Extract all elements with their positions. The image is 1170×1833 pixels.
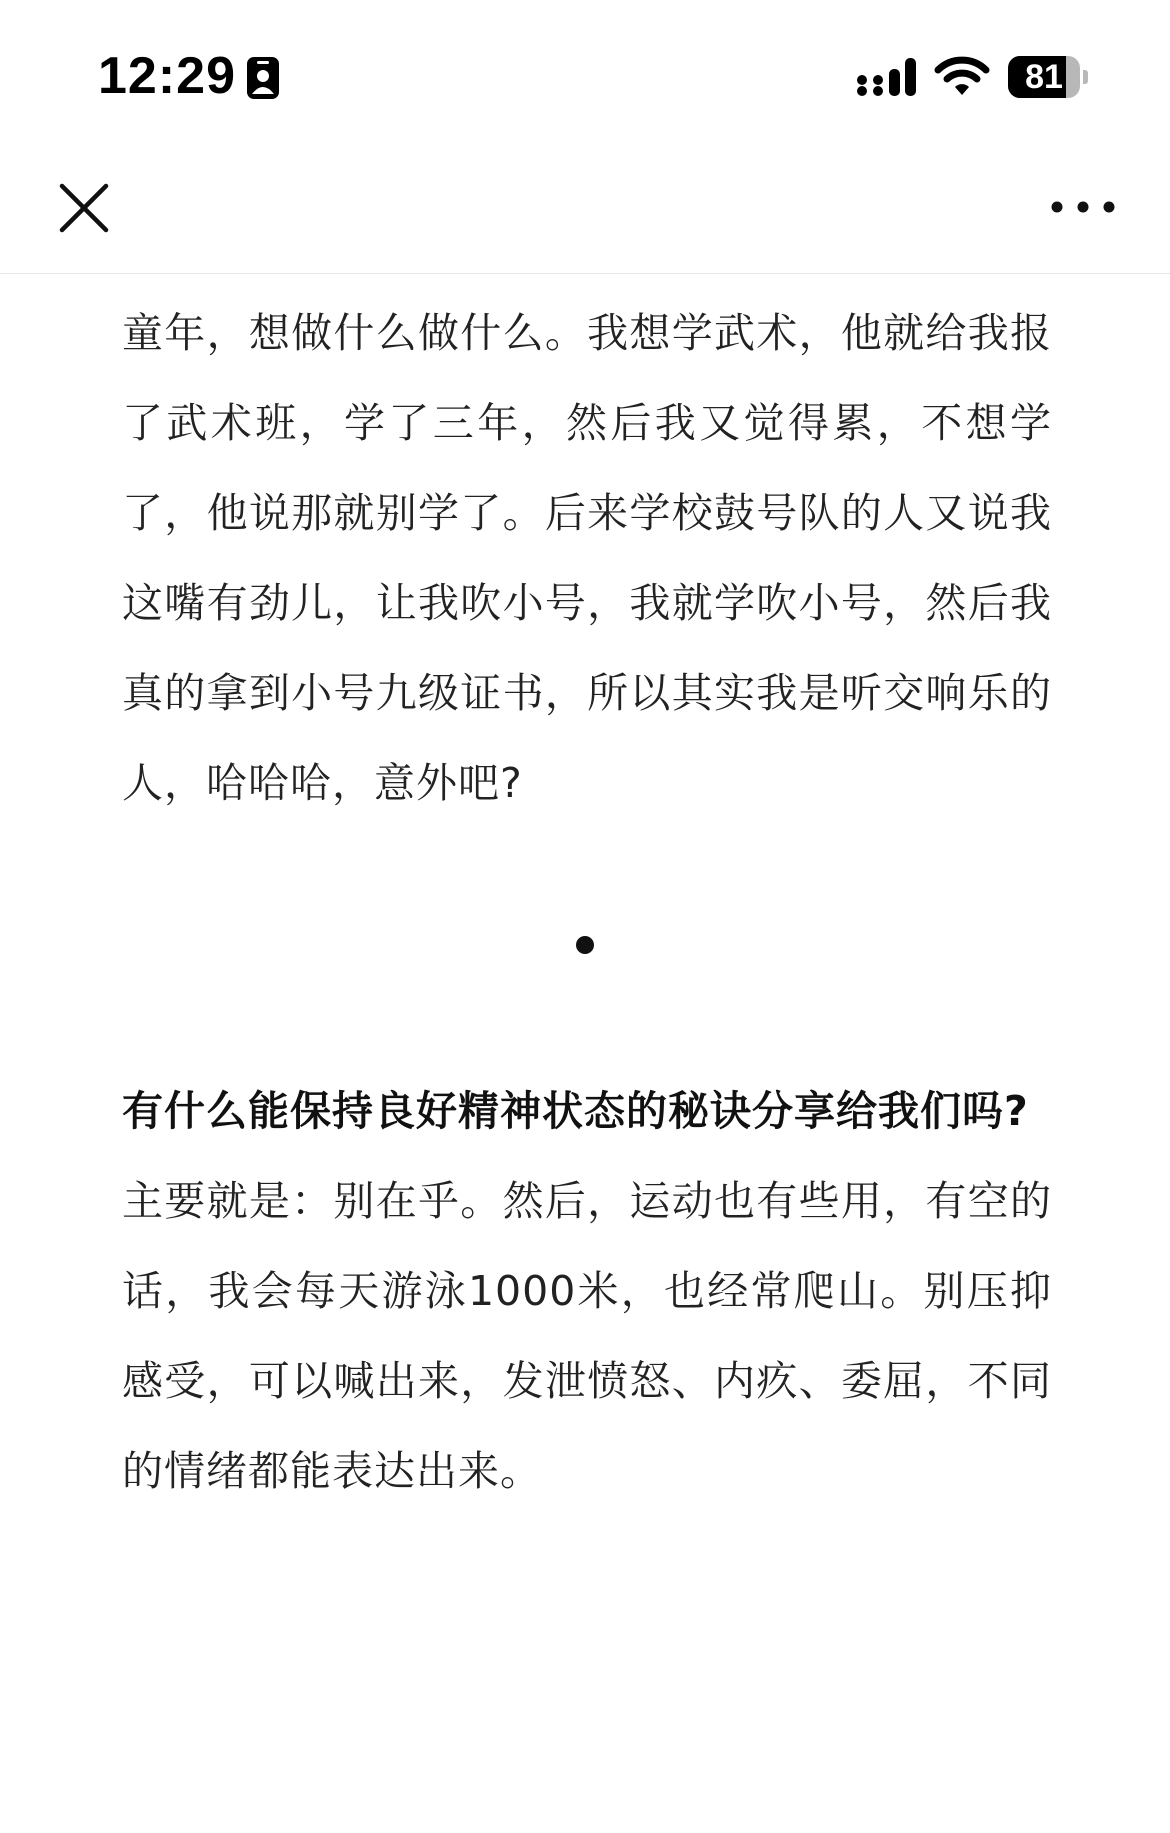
article-paragraph: 童年，想做什么做什么。我想学武术，他就给我报了武术班，学了三年，然后我又觉得累，不想学了，他说那就别学了。后来学校鼓号队的人又说我这嘴有劲儿，让我吹小号，我就学吹小号，然后我真的拿到小号九级证书，所以其实我是听交响乐的人，哈哈哈，意外吧?	[122, 309, 1052, 807]
question-heading: 有什么能保持良好精神状态的秘诀分享给我们吗?	[122, 1087, 1029, 1135]
close-icon[interactable]	[56, 180, 112, 236]
article-body	[122, 288, 1052, 828]
signal-icon	[856, 56, 918, 98]
battery-body	[1008, 56, 1080, 98]
wifi-icon	[934, 56, 990, 98]
qa-section	[122, 1066, 1052, 1516]
status-bar	[0, 0, 1170, 150]
battery-level: 81	[1025, 58, 1063, 96]
section-divider-dot	[576, 936, 594, 954]
answer-paragraph: 主要就是：别在乎。然后，运动也有些用，有空的话，我会每天游泳1000米，也经常爬山。别压抑感受，可以喊出来，发泄愤怒、内疚、委屈，不同的情绪都能表达出来。	[122, 1177, 1052, 1495]
status-time: 12:29	[98, 47, 236, 105]
battery-tip	[1083, 70, 1088, 84]
more-horizontal-icon[interactable]	[1050, 190, 1116, 224]
id-badge-icon	[246, 56, 280, 100]
nav-bar	[0, 150, 1170, 274]
battery-icon	[1008, 56, 1088, 98]
